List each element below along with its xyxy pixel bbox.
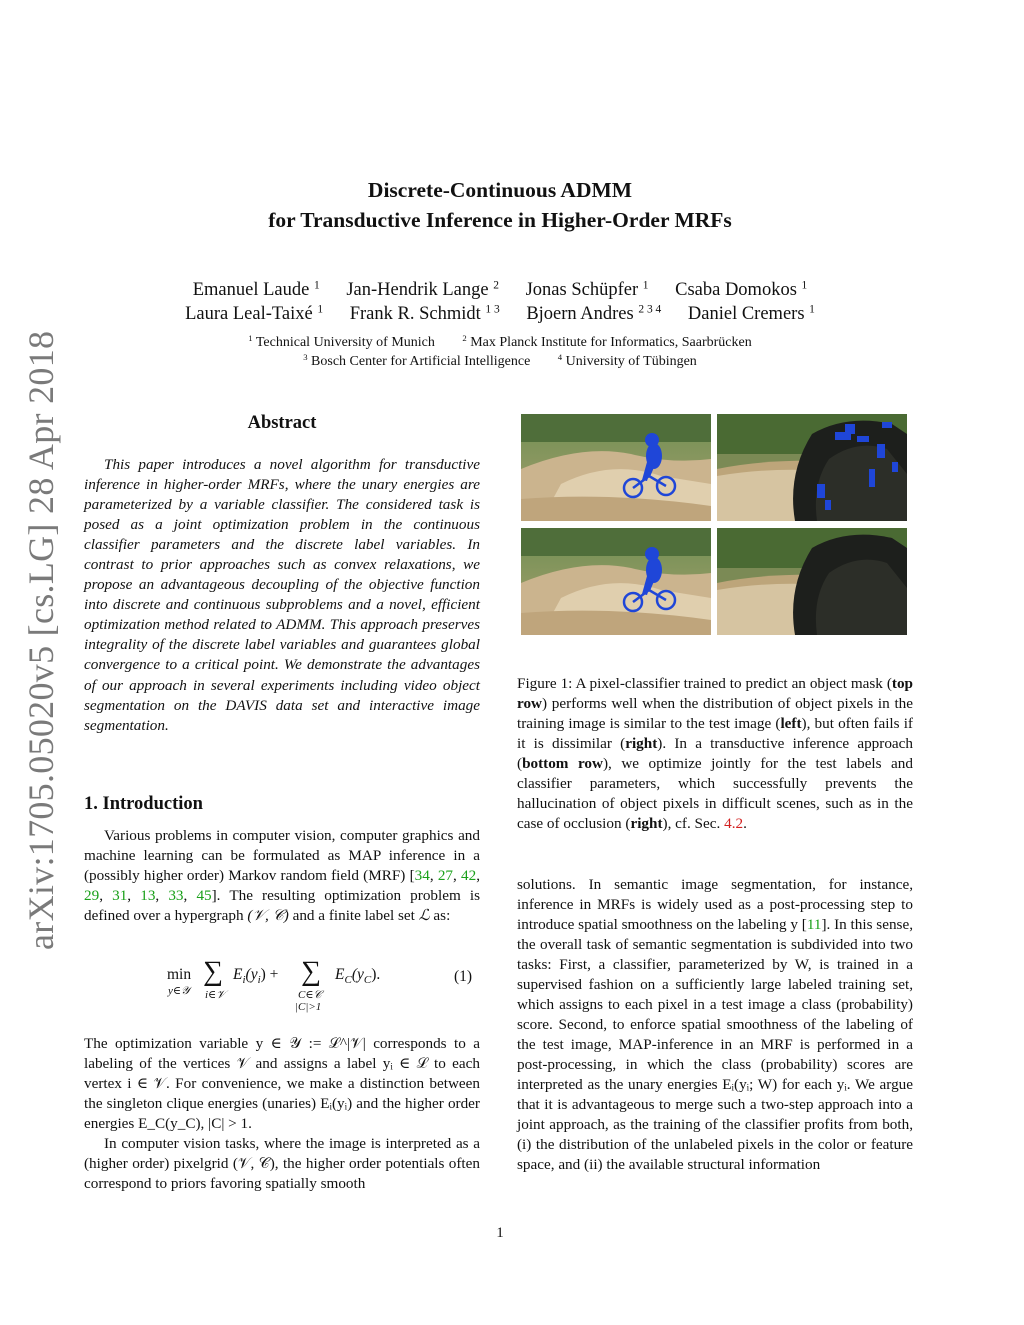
figure-1 (521, 414, 907, 636)
citation-link[interactable]: 42 (461, 867, 477, 884)
section-heading-introduction: 1. Introduction (84, 794, 203, 814)
abstract-text: This paper introduces a novel algorithm for transductive inference in higher-order MRFs, where the unary energies are parameterized by a variable classifier. The considered task is posed as a joint optimization problem in the continuous classifier parameters and the discrete label variables. In contrast to prior approaches such as convex relaxations, we propose an advantageous decoupling of the objective function into discrete and continuous subproblems and a novel, efficient optimization method related to ADMM. This approach preserves integrality of the discrete label variables and guarantees global convergence to a critical point. We demonstrate the advantages of our approach in several experiments including video object segmentation on the DAVIS data set and interactive image segmentation. (84, 456, 480, 734)
figure-image-bottom-right (717, 528, 907, 635)
citation-link[interactable]: 34 (414, 867, 430, 884)
affiliation: $^1$ Technical University of Munich (248, 333, 435, 350)
author: Csaba Domokos $^1$ (675, 279, 808, 300)
eq-sum2-subscript-2: |C|>1 (295, 1001, 322, 1013)
eq-sum-symbol: ∑ (203, 956, 223, 987)
author: Jonas Schüpfer $^1$ (525, 279, 649, 300)
arxiv-identifier: arXiv:1705.05020v5 [cs.LG] 28 Apr 2018 (21, 330, 61, 950)
abstract-heading: Abstract (247, 413, 317, 433)
citation-link[interactable]: 29 (84, 887, 100, 904)
page-number: 1 (496, 1225, 504, 1241)
affiliations (0, 333, 1000, 371)
eq-sum2-subscript-1: C∈𝒞 (298, 989, 322, 1001)
citation-link[interactable]: 11 (806, 916, 822, 933)
author: Laura Leal-Taixé $^1$ (185, 303, 324, 324)
eq-sum-symbol: ∑ (301, 956, 321, 987)
equation-1 (150, 956, 480, 1016)
figure-image-bottom-left (521, 528, 711, 635)
eq-min: min (167, 966, 192, 983)
title-line-1: Discrete-Continuous ADMM (367, 178, 633, 202)
title-line-2: for Transductive Inference in Higher-Order MRFs (268, 208, 732, 232)
section-reference-link[interactable]: 4.2 (724, 815, 744, 832)
affiliation: $^4$ University of Tübingen (557, 352, 697, 369)
intro-paragraph-3: In computer vision tasks, where the image is interpreted as a (higher order) pixelgrid (𝒱, 𝒞), the higher order potentials often correspond to priors favoring spatially smooth (84, 1135, 480, 1192)
author: Frank R. Schmidt $^{1 3}$ (349, 303, 500, 324)
author: Emanuel Laude $^1$ (192, 279, 320, 300)
eq-term-unary: $E_i(y_i)$ + (233, 966, 279, 987)
citation-link[interactable]: 33 (168, 887, 184, 904)
eq-sum1-subscript: i∈𝒱 (205, 989, 226, 1001)
citation-link[interactable]: 45 (196, 887, 212, 904)
equation-number: (1) (454, 968, 473, 985)
citation-link[interactable]: 27 (437, 867, 454, 884)
author: Bjoern Andres $^{2 3 4}$ (526, 303, 662, 324)
paper-title (0, 175, 1000, 235)
figure-1-caption: Figure 1: A pixel-classifier trained to predict an object mask (top row) performs well when the distribution of object pixels in the training image is similar to the test image (left), but often fails if it is dissimilar (right). In a transductive inference approach (bottom row), we optimize jointly for the test labels and classifier parameters, which successfully prevents the hallucination of object pixels in difficult scenes, such as in the case of occlusion (right), cf. Sec. 4.2. (517, 675, 913, 832)
author-list (0, 278, 1000, 326)
author: Daniel Cremers $^1$ (687, 303, 815, 324)
author: Jan-Hendrik Lange $^2$ (346, 279, 499, 300)
citation-link[interactable]: 13 (140, 887, 156, 904)
affiliation: $^3$ Bosch Center for Artificial Intelligence (303, 352, 531, 369)
figure-image-top-right (717, 414, 907, 521)
intro-paragraph-2: The optimization variable y ∈ 𝒴 := ℒ^|𝒱| corresponds to a labeling of the vertices 𝒱 and assigns a label yᵢ ∈ ℒ to each vertex i ∈ 𝒱. For convenience, we make a distinction between the singleton clique energies (unaries) Eᵢ(yᵢ) and the higher order energies E_C(y_C), |C| > 1. (84, 1035, 480, 1132)
citation-link[interactable]: 31 (112, 887, 128, 904)
eq-term-higher-order: $E_C(y_C)$. (335, 966, 381, 987)
intro-paragraph-1: Various problems in computer vision, computer graphics and machine learning can be formulated as MAP inference in a (possibly higher order) Markov random field (MRF) [34, 27, 42, 29, 31, 13, 33, 45]. The resulting optimization problem is defined over a hypergraph (𝒱, 𝒞) and a finite label set ℒ as: (84, 827, 481, 924)
right-column-paragraph: solutions. In semantic image segmentation, for instance, inference in MRFs is widely used as a post-processing step to introduce spatial smoothness on the labeling y [11]. In this sense, the overall task of semantic segmentation is subdivided into two tasks: First, a classifier, parameterized by W, is trained in a supervised fashion on a sufficiently large labeled training set, which assigns to each pixel in a test image a class (probability) score. Second, to enforce spatial smoothness of the labeling of the test image, MAP-inference in an MRF is performed in a post-processing, in which the class (probability) scores are interpreted as the unary energies Eᵢ(yᵢ; W) for each yᵢ. We argue that it is advantageous to merge such a two-step approach into a joint approach, as the training of the classifier profits from both, (i) the distribution of the unlabeled pixels in the color or feature space, and (ii) the available structural information (517, 876, 913, 1173)
affiliation: $^2$ Max Planck Institute for Informatics, Saarbrücken (462, 333, 752, 350)
eq-min-subscript: y∈𝒴 (168, 985, 190, 997)
figure-image-top-left (521, 414, 711, 521)
